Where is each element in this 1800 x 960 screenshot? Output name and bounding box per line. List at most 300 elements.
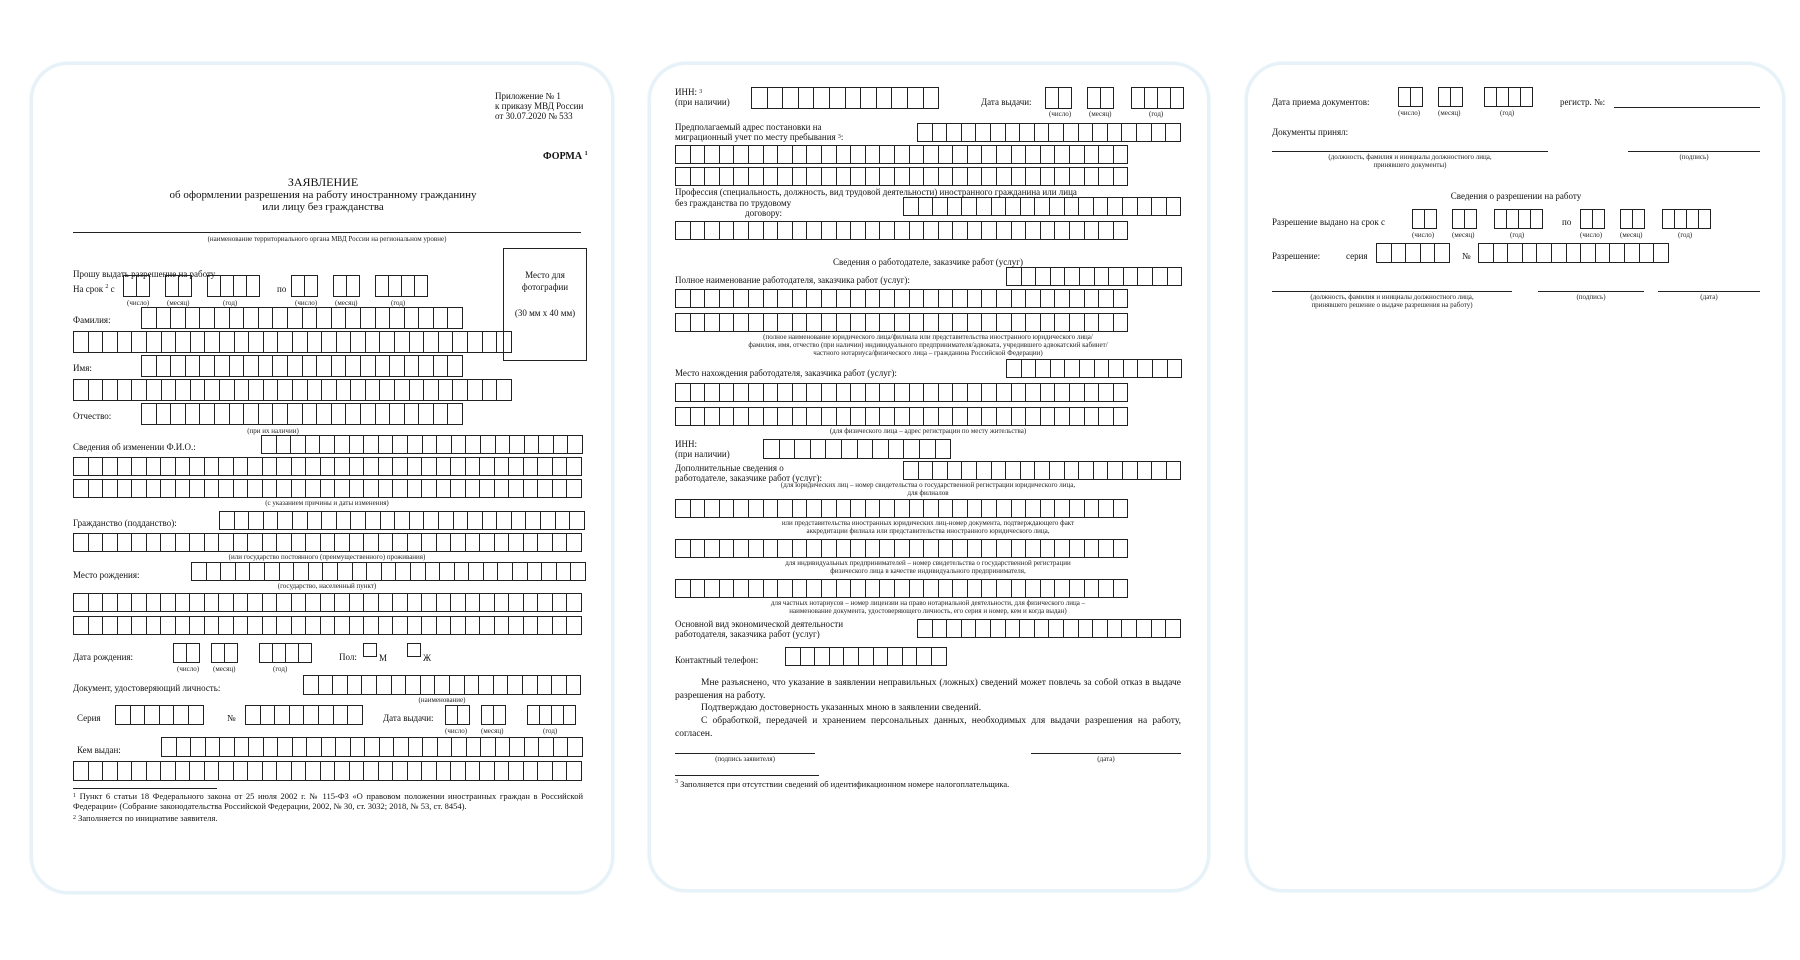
char-cell[interactable]	[806, 221, 822, 240]
char-cell[interactable]	[1063, 619, 1079, 638]
char-cell[interactable]	[247, 533, 263, 552]
char-cell[interactable]	[190, 331, 206, 353]
char-cell[interactable]	[349, 761, 365, 781]
issue-month[interactable]	[481, 705, 506, 725]
char-cell[interactable]	[1025, 167, 1041, 186]
phone-cells[interactable]	[785, 647, 947, 666]
char-cell[interactable]	[879, 221, 895, 240]
char-cell[interactable]	[1078, 461, 1094, 480]
char-cell[interactable]	[467, 511, 483, 530]
char-cell[interactable]	[996, 407, 1012, 426]
char-cell[interactable]	[73, 457, 89, 476]
char-cell[interactable]	[690, 167, 706, 186]
char-cell[interactable]	[1069, 499, 1085, 518]
char-cell[interactable]	[719, 289, 735, 308]
char-cell[interactable]	[334, 616, 350, 635]
char-cell[interactable]	[1034, 619, 1050, 638]
char-cell[interactable]	[1522, 243, 1538, 263]
char-cell[interactable]	[291, 533, 307, 552]
char-cell[interactable]	[336, 331, 352, 353]
char-cell[interactable]	[422, 737, 438, 757]
char-cell[interactable]	[1624, 243, 1640, 263]
char-cell[interactable]	[332, 675, 348, 695]
char-cell[interactable]	[349, 479, 365, 498]
char-cell[interactable]	[733, 167, 749, 186]
char-cell[interactable]	[160, 616, 176, 635]
char-cell[interactable]	[733, 289, 749, 308]
char-cell[interactable]	[360, 403, 376, 425]
inn-issue-month[interactable]	[1087, 87, 1114, 109]
char-cell[interactable]	[175, 379, 191, 401]
char-cell[interactable]	[258, 355, 274, 377]
char-cell[interactable]	[219, 737, 235, 757]
char-cell[interactable]	[465, 761, 481, 781]
char-cell[interactable]	[1113, 145, 1129, 164]
char-cell[interactable]	[938, 499, 954, 518]
char-cell[interactable]	[262, 616, 278, 635]
char-cell[interactable]	[909, 579, 925, 598]
char-cell[interactable]	[73, 761, 89, 781]
char-cell[interactable]	[876, 87, 893, 109]
char-cell[interactable]	[407, 479, 423, 498]
char-cell[interactable]	[523, 616, 539, 635]
char-cell[interactable]	[1040, 313, 1056, 332]
char-cell[interactable]	[1107, 197, 1123, 216]
char-cell[interactable]	[189, 616, 205, 635]
char-cell[interactable]	[1094, 267, 1110, 286]
char-cell[interactable]	[421, 479, 437, 498]
term-from-year[interactable]	[207, 275, 260, 297]
char-cell[interactable]	[961, 619, 977, 638]
char-cell[interactable]	[451, 435, 467, 454]
char-cell[interactable]	[436, 616, 452, 635]
char-cell[interactable]	[276, 533, 292, 552]
char-cell[interactable]	[409, 511, 425, 530]
char-cell[interactable]	[1040, 221, 1056, 240]
char-cell[interactable]	[1025, 539, 1041, 558]
char-cell[interactable]	[218, 479, 234, 498]
char-cell[interactable]	[131, 616, 147, 635]
char-cell[interactable]	[777, 145, 793, 164]
char-cell[interactable]	[247, 616, 263, 635]
char-cell[interactable]	[234, 331, 250, 353]
char-cell[interactable]	[806, 579, 822, 598]
char-cell[interactable]	[274, 705, 290, 725]
char-cell[interactable]	[302, 307, 318, 329]
char-cell[interactable]	[131, 457, 147, 476]
char-cell[interactable]	[156, 403, 172, 425]
char-cell[interactable]	[191, 562, 207, 581]
char-cell[interactable]	[1121, 619, 1137, 638]
char-cell[interactable]	[245, 705, 261, 725]
char-cell[interactable]	[170, 403, 186, 425]
char-cell[interactable]	[894, 383, 910, 402]
char-cell[interactable]	[1121, 123, 1137, 142]
char-cell[interactable]	[482, 511, 498, 530]
char-cell[interactable]	[350, 511, 366, 530]
char-cell[interactable]	[1025, 383, 1041, 402]
char-cell[interactable]	[450, 533, 466, 552]
char-cell[interactable]	[233, 593, 249, 612]
char-cell[interactable]	[248, 379, 264, 401]
char-cell[interactable]	[204, 457, 220, 476]
char-cell[interactable]	[524, 435, 540, 454]
char-cell[interactable]	[541, 562, 557, 581]
char-cell[interactable]	[996, 539, 1012, 558]
inn-issue-day[interactable]	[1045, 87, 1072, 109]
char-cell[interactable]	[1093, 197, 1109, 216]
char-cell[interactable]	[792, 313, 808, 332]
char-cell[interactable]	[146, 616, 162, 635]
char-cell[interactable]	[291, 457, 307, 476]
char-cell[interactable]	[189, 761, 205, 781]
char-cell[interactable]	[785, 647, 801, 666]
char-cell[interactable]	[537, 479, 553, 498]
char-cell[interactable]	[88, 616, 104, 635]
char-cell[interactable]	[879, 383, 895, 402]
citizenship-cells-1[interactable]	[219, 511, 585, 530]
char-cell[interactable]	[1054, 407, 1070, 426]
char-cell[interactable]	[272, 403, 288, 425]
char-cell[interactable]	[836, 167, 852, 186]
char-cell[interactable]	[909, 289, 925, 308]
applicant-inn-cells[interactable]	[751, 87, 939, 109]
char-cell[interactable]	[748, 383, 764, 402]
char-cell[interactable]	[792, 539, 808, 558]
char-cell[interactable]	[450, 593, 466, 612]
char-cell[interactable]	[1078, 197, 1094, 216]
char-cell[interactable]	[719, 499, 735, 518]
char-cell[interactable]	[204, 379, 220, 401]
permit-from-month[interactable]	[1452, 209, 1477, 229]
char-cell[interactable]	[436, 435, 452, 454]
char-cell[interactable]	[392, 435, 408, 454]
char-cell[interactable]	[218, 761, 234, 781]
char-cell[interactable]	[218, 616, 234, 635]
char-cell[interactable]	[850, 383, 866, 402]
char-cell[interactable]	[704, 539, 720, 558]
char-cell[interactable]	[363, 457, 379, 476]
char-cell[interactable]	[1167, 267, 1183, 286]
char-cell[interactable]	[378, 479, 394, 498]
applicant-date-line[interactable]	[1031, 753, 1181, 754]
char-cell[interactable]	[991, 461, 1007, 480]
char-cell[interactable]	[538, 435, 554, 454]
char-cell[interactable]	[349, 593, 365, 612]
permit-from-day[interactable]	[1412, 209, 1437, 229]
char-cell[interactable]	[305, 533, 321, 552]
char-cell[interactable]	[160, 533, 176, 552]
char-cell[interactable]	[365, 331, 381, 353]
char-cell[interactable]	[1113, 499, 1129, 518]
char-cell[interactable]	[1107, 461, 1123, 480]
char-cell[interactable]	[277, 737, 293, 757]
char-cell[interactable]	[1040, 499, 1056, 518]
char-cell[interactable]	[331, 307, 347, 329]
char-cell[interactable]	[204, 761, 220, 781]
char-cell[interactable]	[792, 407, 808, 426]
char-cell[interactable]	[981, 383, 997, 402]
char-cell[interactable]	[117, 379, 133, 401]
char-cell[interactable]	[102, 533, 118, 552]
char-cell[interactable]	[263, 511, 279, 530]
char-cell[interactable]	[495, 737, 511, 757]
char-cell[interactable]	[418, 307, 434, 329]
char-cell[interactable]	[990, 619, 1006, 638]
char-cell[interactable]	[320, 761, 336, 781]
char-cell[interactable]	[146, 479, 162, 498]
char-cell[interactable]	[375, 403, 391, 425]
char-cell[interactable]	[407, 616, 423, 635]
char-cell[interactable]	[1011, 145, 1027, 164]
char-cell[interactable]	[512, 562, 528, 581]
char-cell[interactable]	[1137, 461, 1153, 480]
char-cell[interactable]	[1069, 383, 1085, 402]
char-cell[interactable]	[302, 355, 318, 377]
permit-to-day[interactable]	[1580, 209, 1605, 229]
char-cell[interactable]	[1005, 461, 1021, 480]
char-cell[interactable]	[537, 533, 553, 552]
char-cell[interactable]	[894, 499, 910, 518]
char-cell[interactable]	[318, 705, 334, 725]
char-cell[interactable]	[704, 383, 720, 402]
char-cell[interactable]	[748, 145, 764, 164]
char-cell[interactable]	[159, 705, 175, 725]
char-cell[interactable]	[865, 313, 881, 332]
char-cell[interactable]	[433, 355, 449, 377]
surname-cells-1[interactable]	[141, 307, 463, 329]
char-cell[interactable]	[336, 379, 352, 401]
char-cell[interactable]	[391, 675, 407, 695]
char-cell[interactable]	[117, 593, 133, 612]
char-cell[interactable]	[763, 579, 779, 598]
char-cell[interactable]	[779, 439, 796, 459]
char-cell[interactable]	[865, 383, 881, 402]
char-cell[interactable]	[130, 705, 146, 725]
char-cell[interactable]	[888, 439, 905, 459]
char-cell[interactable]	[1084, 145, 1100, 164]
char-cell[interactable]	[494, 593, 510, 612]
char-cell[interactable]	[961, 197, 977, 216]
char-cell[interactable]	[923, 539, 939, 558]
char-cell[interactable]	[675, 167, 691, 186]
char-cell[interactable]	[392, 761, 408, 781]
char-cell[interactable]	[365, 511, 381, 530]
char-cell[interactable]	[537, 675, 553, 695]
issued-by-cells-1[interactable]	[161, 737, 583, 757]
char-cell[interactable]	[115, 705, 131, 725]
char-cell[interactable]	[1040, 579, 1056, 598]
char-cell[interactable]	[918, 461, 934, 480]
char-cell[interactable]	[175, 616, 191, 635]
char-cell[interactable]	[307, 511, 323, 530]
char-cell[interactable]	[260, 705, 276, 725]
address-cells-3[interactable]	[675, 167, 1128, 186]
char-cell[interactable]	[479, 761, 495, 781]
char-cell[interactable]	[175, 761, 191, 781]
issue-day[interactable]	[445, 705, 470, 725]
char-cell[interactable]	[996, 289, 1012, 308]
char-cell[interactable]	[316, 355, 332, 377]
char-cell[interactable]	[347, 705, 363, 725]
accept-year[interactable]	[1484, 87, 1533, 107]
char-cell[interactable]	[991, 197, 1007, 216]
char-cell[interactable]	[538, 737, 554, 757]
address-cells-2[interactable]	[675, 145, 1128, 164]
char-cell[interactable]	[690, 145, 706, 164]
char-cell[interactable]	[1098, 167, 1114, 186]
char-cell[interactable]	[1035, 359, 1051, 378]
char-cell[interactable]	[410, 562, 426, 581]
char-cell[interactable]	[1653, 243, 1669, 263]
char-cell[interactable]	[1048, 123, 1064, 142]
char-cell[interactable]	[421, 616, 437, 635]
char-cell[interactable]	[1049, 197, 1065, 216]
char-cell[interactable]	[748, 407, 764, 426]
char-cell[interactable]	[418, 403, 434, 425]
char-cell[interactable]	[345, 403, 361, 425]
char-cell[interactable]	[379, 331, 395, 353]
char-cell[interactable]	[879, 313, 895, 332]
char-cell[interactable]	[508, 761, 524, 781]
char-cell[interactable]	[190, 379, 206, 401]
char-cell[interactable]	[1025, 145, 1041, 164]
char-cell[interactable]	[1034, 123, 1050, 142]
char-cell[interactable]	[233, 616, 249, 635]
char-cell[interactable]	[821, 167, 837, 186]
char-cell[interactable]	[792, 167, 808, 186]
char-cell[interactable]	[279, 562, 295, 581]
char-cell[interactable]	[704, 145, 720, 164]
char-cell[interactable]	[206, 562, 222, 581]
char-cell[interactable]	[361, 675, 377, 695]
char-cell[interactable]	[981, 145, 997, 164]
char-cell[interactable]	[263, 331, 279, 353]
char-cell[interactable]	[850, 289, 866, 308]
char-cell[interactable]	[1536, 243, 1552, 263]
char-cell[interactable]	[1639, 243, 1655, 263]
char-cell[interactable]	[1167, 359, 1183, 378]
char-cell[interactable]	[418, 355, 434, 377]
char-cell[interactable]	[392, 616, 408, 635]
char-cell[interactable]	[102, 457, 118, 476]
char-cell[interactable]	[1434, 243, 1450, 263]
char-cell[interactable]	[675, 313, 691, 332]
char-cell[interactable]	[307, 331, 323, 353]
char-cell[interactable]	[496, 379, 512, 401]
char-cell[interactable]	[1084, 313, 1100, 332]
char-cell[interactable]	[1050, 267, 1066, 286]
char-cell[interactable]	[407, 593, 423, 612]
char-cell[interactable]	[404, 307, 420, 329]
char-cell[interactable]	[1137, 359, 1153, 378]
char-cell[interactable]	[1405, 243, 1421, 263]
char-cell[interactable]	[1069, 145, 1085, 164]
char-cell[interactable]	[1048, 619, 1064, 638]
char-cell[interactable]	[1507, 243, 1523, 263]
char-cell[interactable]	[219, 331, 235, 353]
char-cell[interactable]	[1595, 243, 1611, 263]
char-cell[interactable]	[1478, 243, 1494, 263]
char-cell[interactable]	[1092, 619, 1108, 638]
char-cell[interactable]	[347, 675, 363, 695]
char-cell[interactable]	[938, 407, 954, 426]
char-cell[interactable]	[1069, 579, 1085, 598]
char-cell[interactable]	[850, 407, 866, 426]
char-cell[interactable]	[1069, 539, 1085, 558]
char-cell[interactable]	[894, 221, 910, 240]
char-cell[interactable]	[690, 383, 706, 402]
char-cell[interactable]	[320, 457, 336, 476]
char-cell[interactable]	[117, 457, 133, 476]
char-cell[interactable]	[334, 761, 350, 781]
char-cell[interactable]	[204, 479, 220, 498]
char-cell[interactable]	[465, 616, 481, 635]
char-cell[interactable]	[566, 593, 582, 612]
char-cell[interactable]	[452, 331, 468, 353]
char-cell[interactable]	[952, 289, 968, 308]
char-cell[interactable]	[748, 539, 764, 558]
registration-line[interactable]	[1614, 107, 1760, 108]
char-cell[interactable]	[289, 705, 305, 725]
char-cell[interactable]	[938, 167, 954, 186]
char-cell[interactable]	[996, 221, 1012, 240]
patronymic-cells[interactable]	[141, 403, 463, 425]
char-cell[interactable]	[88, 479, 104, 498]
char-cell[interactable]	[887, 647, 903, 666]
char-cell[interactable]	[909, 167, 925, 186]
char-cell[interactable]	[1166, 197, 1182, 216]
char-cell[interactable]	[894, 539, 910, 558]
char-cell[interactable]	[860, 87, 877, 109]
char-cell[interactable]	[378, 593, 394, 612]
char-cell[interactable]	[494, 616, 510, 635]
char-cell[interactable]	[894, 407, 910, 426]
char-cell[interactable]	[436, 457, 452, 476]
char-cell[interactable]	[1122, 461, 1138, 480]
char-cell[interactable]	[733, 579, 749, 598]
profession-cells-1[interactable]	[903, 197, 1181, 216]
char-cell[interactable]	[141, 403, 157, 425]
char-cell[interactable]	[719, 145, 735, 164]
char-cell[interactable]	[552, 479, 568, 498]
char-cell[interactable]	[806, 539, 822, 558]
accept-day[interactable]	[1398, 87, 1423, 107]
char-cell[interactable]	[479, 457, 495, 476]
char-cell[interactable]	[363, 616, 379, 635]
char-cell[interactable]	[938, 313, 954, 332]
char-cell[interactable]	[234, 379, 250, 401]
char-cell[interactable]	[836, 539, 852, 558]
char-cell[interactable]	[307, 379, 323, 401]
char-cell[interactable]	[938, 289, 954, 308]
char-cell[interactable]	[345, 355, 361, 377]
char-cell[interactable]	[733, 383, 749, 402]
char-cell[interactable]	[465, 479, 481, 498]
char-cell[interactable]	[719, 579, 735, 598]
char-cell[interactable]	[891, 87, 908, 109]
char-cell[interactable]	[451, 737, 467, 757]
char-cell[interactable]	[464, 675, 480, 695]
char-cell[interactable]	[272, 355, 288, 377]
char-cell[interactable]	[229, 403, 245, 425]
char-cell[interactable]	[336, 511, 352, 530]
char-cell[interactable]	[675, 407, 691, 426]
char-cell[interactable]	[438, 379, 454, 401]
char-cell[interactable]	[73, 593, 89, 612]
char-cell[interactable]	[394, 379, 410, 401]
char-cell[interactable]	[495, 435, 511, 454]
